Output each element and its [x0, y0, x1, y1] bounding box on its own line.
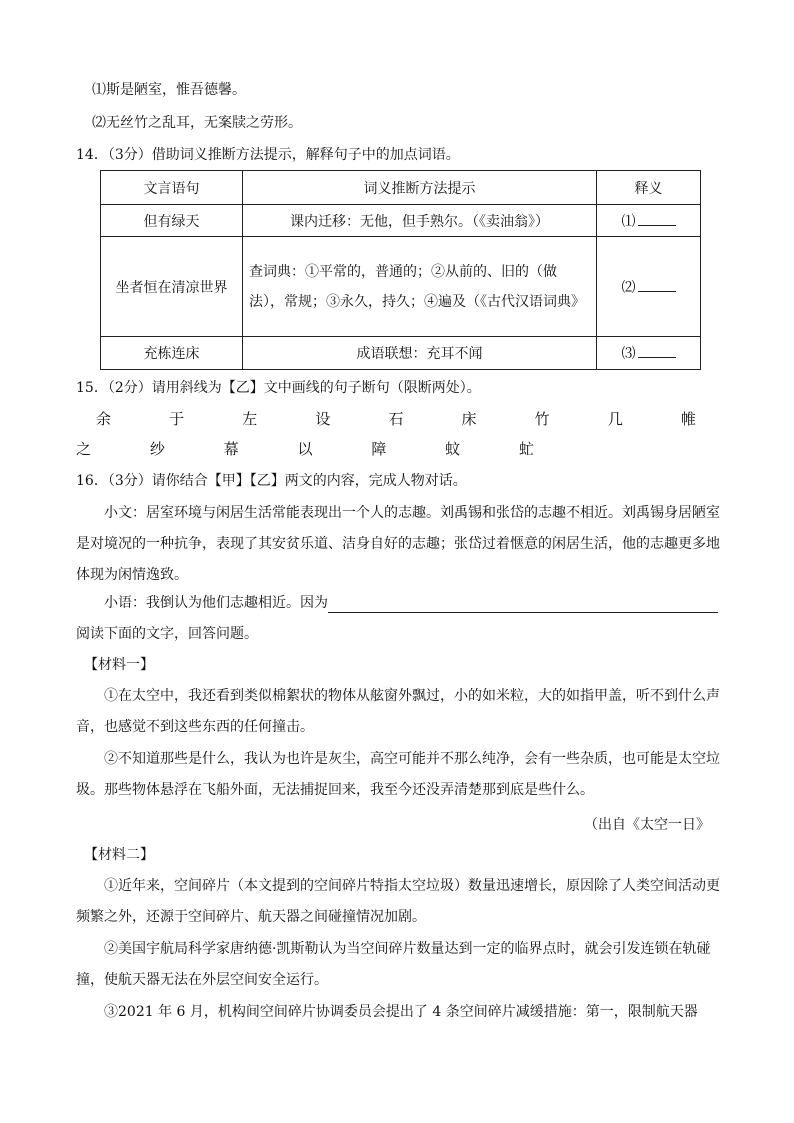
- table-row: [101, 237, 701, 337]
- table-cell-sentence: 坐者恒在清凉世界: [101, 237, 243, 337]
- split-char[interactable]: 竹: [534, 410, 550, 428]
- split-char[interactable]: 帷: [680, 410, 696, 428]
- table-cell-sentence: 充栋连床: [101, 337, 243, 370]
- material-2-para-1: ①近年来，空间碎片（本文提到的空间碎片特指太空垃圾）数量迅速增长，原因除了人类空间活动更频繁之外，还源于空间碎片、航天器之间碰撞情况加剧。: [76, 878, 720, 925]
- dialogue-xiaoyu-text: 小语：我倒认为他们志趣相近。因为: [104, 595, 328, 611]
- split-char[interactable]: 幕: [223, 440, 239, 458]
- answer-line[interactable]: [328, 596, 718, 613]
- split-char[interactable]: 蚊: [445, 440, 461, 458]
- table-row: [101, 205, 701, 237]
- answer-number: ⑵: [621, 279, 636, 296]
- split-char[interactable]: 虻: [518, 440, 534, 458]
- split-char[interactable]: 几: [607, 410, 623, 428]
- table-header-row: [101, 171, 701, 205]
- table-cell-answer[interactable]: [597, 237, 701, 337]
- split-char[interactable]: 之: [76, 440, 92, 458]
- table-header-method: 词义推断方法提示: [243, 171, 597, 205]
- material-2-para-3: ③2021 年 6 月，机构间空间碎片协调委员会提出了 4 条空间碎片减缓措施：第一，限制航天器: [104, 1004, 698, 1020]
- dialogue-xiaoyu: [104, 593, 718, 613]
- answer-blank[interactable]: [638, 211, 676, 226]
- split-char[interactable]: 以: [297, 440, 313, 458]
- table-header-sentence: 文言语句: [101, 171, 243, 205]
- material-1-para-2: ②不知道那些是什么，我认为也许是灰尘，高空可能并不那么纯净，会有一些杂质，也可能是太空垃圾。那些物体悬浮在飞船外面，无法捕捉回来，我至今还没弄清楚那到底是些什么。: [76, 751, 720, 798]
- question-line-2: ⑵无丝竹之乱耳，无案牍之劳形。: [92, 115, 302, 131]
- split-char[interactable]: 余: [96, 410, 112, 428]
- split-char[interactable]: 设: [315, 410, 331, 428]
- split-char[interactable]: 床: [461, 410, 477, 428]
- material-1-title: 【材料一】: [84, 657, 154, 673]
- split-char[interactable]: 纱: [149, 440, 165, 458]
- table-cell-sentence: 但有绿天: [101, 205, 243, 237]
- material-2-title: 【材料二】: [84, 847, 154, 863]
- dialogue-xiaowen: 小文：居室环境与闲居生活常能表现出一个人的志趣。刘禹锡和张岱的志趣不相近。刘禹锡身居陋室是对境况的一种抗争，表现了其安贫乐道、洁身自好的志趣；张岱过着惬意的闲居生活，他的志趣更多地体现为闲情逸致。: [76, 505, 720, 583]
- sentence-split-row-2[interactable]: [76, 438, 534, 459]
- split-char[interactable]: 左: [242, 410, 258, 428]
- answer-number: ⑶: [621, 346, 636, 362]
- table-cell-method: 查词典：①平常的，普通的；②从前的、旧的（做法），常规；③永久，持久；④遍及（《古代汉语词典》: [243, 237, 597, 337]
- question-15-prompt: 15．（2分）请用斜线为【乙】文中画线的句子断句（限断两处）。: [76, 380, 481, 396]
- table-cell-method: 课内迁移：无他，但手熟尔。（《卖油翁》）: [243, 205, 597, 237]
- material-1-source: （出自《太空一日》: [584, 817, 710, 833]
- split-char[interactable]: 障: [371, 440, 387, 458]
- answer-blank[interactable]: [638, 277, 676, 292]
- question-14-prompt: 14．（3分）借助词义推断方法提示，解释句子中的加点词语。: [76, 147, 460, 163]
- sentence-split-row-1[interactable]: [96, 408, 696, 429]
- table-row: [101, 337, 701, 370]
- question-16-prompt: 16．（3分）请你结合【甲】【乙】两文的内容，完成人物对话。: [76, 473, 467, 489]
- table-cell-method: 成语联想：充耳不闻: [243, 337, 597, 370]
- split-char[interactable]: 于: [169, 410, 185, 428]
- table-cell-answer[interactable]: [597, 205, 701, 237]
- table-cell-answer[interactable]: [597, 337, 701, 370]
- table-header-meaning: 释义: [597, 171, 701, 205]
- material-1-para-1: ①在太空中，我还看到类似棉絮状的物体从舷窗外飘过，小的如米粒，大的如指甲盖，听不到什么声音，也感觉不到这些东西的任何撞击。: [76, 688, 720, 735]
- answer-blank[interactable]: [638, 343, 676, 358]
- question-line-1: ⑴斯是陋室，惟吾德馨。: [92, 82, 246, 98]
- material-2-para-2: ②美国宇航局科学家唐纳德·凯斯勒认为当空间碎片数量达到一定的临界点时，就会引发连锁在轨碰撞，使航天器无法在外层空间安全运行。: [76, 941, 711, 988]
- reading-intro: 阅读下面的文字，回答问题。: [76, 626, 258, 642]
- word-meaning-table: [100, 170, 701, 370]
- answer-number: ⑴: [621, 213, 636, 230]
- split-char[interactable]: 石: [388, 410, 404, 428]
